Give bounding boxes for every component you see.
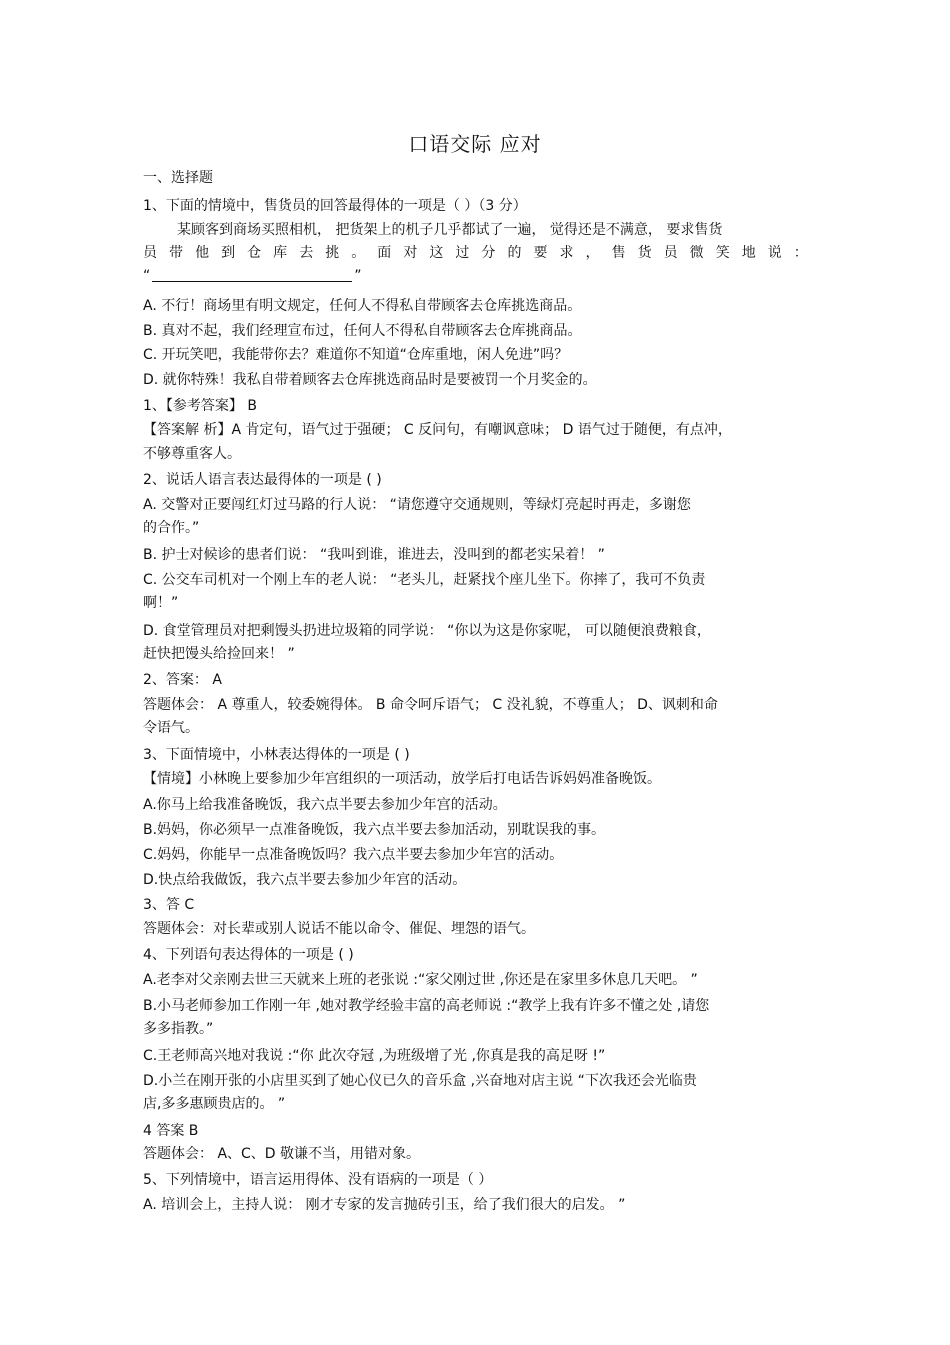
- question-1-option-d: D. 就你特殊！我私自带着顾客去仓库挑选商品时是要被罚一个月奖金的。: [143, 372, 597, 388]
- question-3-option-a: A.你马上给我准备晚饭，我六点半要去参加少年宫的活动。: [143, 797, 507, 813]
- question-2-option-d-line-2: 赶快把馒头给捡回来！ ”: [143, 646, 295, 662]
- question-3-answer: 3、答 C: [143, 897, 195, 913]
- question-1-option-a: A. 不行！商场里有明文规定，任何人不得私自带顾客去仓库挑选商品。: [143, 298, 582, 314]
- question-2-option-b: B. 护士对候诊的患者们说： “我叫到谁，谁进去，没叫到的都老实呆着！ ”: [143, 547, 605, 563]
- question-1-scene-line-1: 某顾客到商场买照相机， 把货架上的机子几乎都试了一遍， 觉得还是不满意， 要求售货: [177, 222, 723, 238]
- page-title: 口语交际 应对: [408, 132, 542, 156]
- question-1-analysis-line-1: 【答案解 析】A 肯定句，语气过于强硬； C 反问句，有嘲讽意味； D 语气过于随便，有点冲，: [143, 422, 732, 438]
- question-4-option-c: C.王老师高兴地对我说 :“你 此次夺冠 ,为班级增了光 ,你真是我的高足呀 !”: [143, 1048, 606, 1064]
- question-2-option-d-line-1: D. 食堂管理员对把剩馒头扔进垃圾箱的同学说： “你以为这是你家呢， 可以随便浪费粮食，: [143, 623, 711, 639]
- question-5-option-a: A. 培训会上，主持人说： 刚才专家的发言抛砖引玉，给了我们很大的启发。 ”: [143, 1197, 626, 1213]
- question-2-answer: 2、答案： A: [143, 672, 222, 688]
- question-1-stem: 1、下面的情境中，售货员的回答最得体的一项是（ ）（3 分）: [143, 198, 527, 214]
- question-3-scene: 【情境】小林晚上要参加少年宫组织的一项活动，放学后打电话告诉妈妈准备晚饭。: [143, 771, 661, 787]
- section-heading: 一、选择题: [143, 170, 213, 186]
- question-2-analysis-line-2: 令语气。: [143, 720, 199, 736]
- question-2-analysis-line-1: 答题体会： A 尊重人，较委婉得体。 B 命令呵斥语气； C 没礼貌，不尊重人； D、讽刺和命: [143, 697, 718, 713]
- question-1-answer: 1、【参考答案】 B: [143, 398, 257, 414]
- question-1-option-c: C. 开玩笑吧，我能带你去？难道你不知道“仓库重地，闲人免进”吗？: [143, 347, 569, 363]
- answer-blank-line: [143, 266, 808, 286]
- question-4-analysis: 答题体会： A、C、D 敬谦不当，用错对象。: [143, 1146, 421, 1162]
- question-3-option-b: B.妈妈，你必须早一点准备晚饭，我六点半要去参加活动，别耽误我的事。: [143, 822, 606, 838]
- quote-open: “: [143, 268, 151, 284]
- question-1-analysis-line-2: 不够尊重客人。: [143, 446, 241, 462]
- question-2-option-a-line-2: 的合作。”: [143, 520, 200, 536]
- question-3-analysis: 答题体会：对长辈或别人说话不能以命令、催促、埋怨的语气。: [143, 921, 535, 937]
- question-4-option-b-line-1: B.小马老师参加工作刚一年 ,她对教学经验丰富的高老师说 :“教学上我有许多不懂之处 ,请您: [143, 998, 710, 1014]
- answer-blank: [152, 267, 352, 282]
- quote-close: ”: [354, 268, 362, 284]
- question-2-option-a-line-1: A. 交警对正要闯红灯过马路的行人说： “请您遵守交通规则，等绿灯亮起时再走，多谢您: [143, 497, 691, 513]
- question-4-option-a: A.老李对父亲刚去世三天就来上班的老张说 :“家父刚过世 ,你还是在家里多休息几天吧。 ”: [143, 972, 698, 988]
- question-2-option-c-line-1: C. 公交车司机对一个刚上车的老人说： “老头儿，赶紧找个座儿坐下。你摔了，我可不负责: [143, 572, 706, 588]
- question-3-option-d: D.快点给我做饭，我六点半要去参加少年宫的活动。: [143, 872, 467, 888]
- question-2-stem: 2、说话人语言表达最得体的一项是 ( ): [143, 472, 382, 488]
- question-5-stem: 5、下列情境中，语言运用得体、没有语病的一项是（ ）: [143, 1172, 493, 1188]
- question-3-stem: 3、下面情境中，小林表达得体的一项是 ( ): [143, 747, 410, 763]
- question-3-option-c: C.妈妈，你能早一点准备晚饭吗？我六点半要去参加少年宫的活动。: [143, 847, 564, 863]
- question-1-scene-line-2: 员 带 他 到 仓 库 去 挑 。 面 对 这 过 分 的 要 求 ， 售 货 员 微 笑 地 说 ：: [143, 245, 808, 261]
- question-4-answer: 4 答案 B: [143, 1123, 199, 1139]
- question-4-option-b-line-2: 多多指教。”: [143, 1021, 214, 1037]
- question-4-option-d-line-1: D.小兰在刚开张的小店里买到了她心仪已久的音乐盒 ,兴奋地对店主说 “下次我还会光临贵: [143, 1073, 697, 1089]
- question-2-option-c-line-2: 啊！”: [143, 595, 179, 611]
- question-1-option-b: B. 真对不起，我们经理宣布过，任何人不得私自带顾客去仓库挑商品。: [143, 323, 582, 339]
- question-4-stem: 4、下列语句表达得体的一项是 ( ): [143, 947, 354, 963]
- question-4-option-d-line-2: 店,多多惠顾贵店的。 ”: [143, 1096, 286, 1112]
